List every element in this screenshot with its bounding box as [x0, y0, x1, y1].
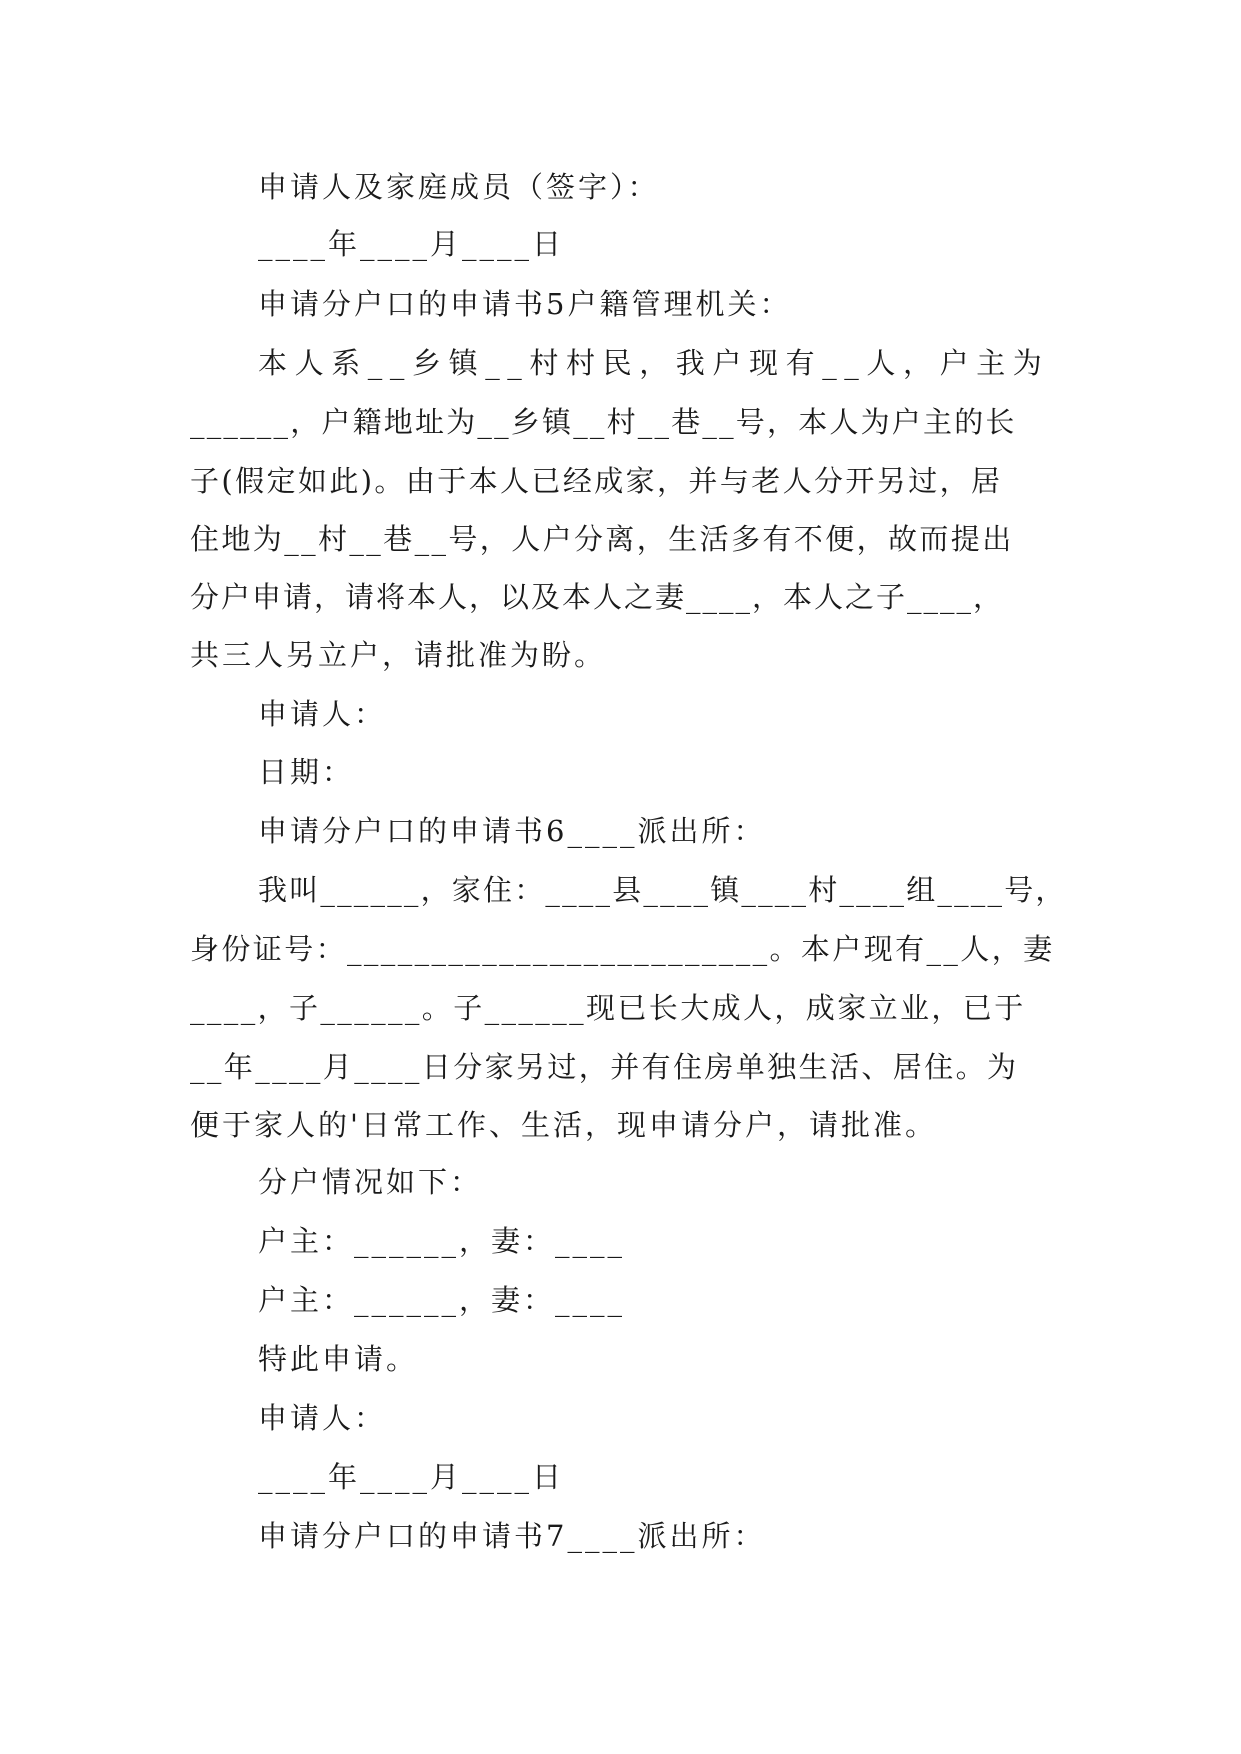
section-heading-5: 申请分户口的申请书5户籍管理机关： — [258, 287, 792, 321]
date-blank-1: ____年____月____日 — [258, 227, 565, 261]
paragraph-5-line-4: 住地为__村__巷__号，人户分离，生活多有不便，故而提出 — [190, 522, 1014, 556]
date-label: 日期： — [258, 755, 355, 789]
section-heading-6: 申请分户口的申请书6____派出所： — [258, 814, 766, 848]
section-heading-7: 申请分户口的申请书7____派出所： — [258, 1519, 766, 1553]
paragraph-6-line-1: 我叫______，家住：____县____镇____村____组____号， — [258, 873, 1067, 907]
household-split-heading: 分户情况如下： — [258, 1165, 483, 1199]
household-head-row-2: 户主：______，妻：____ — [258, 1283, 626, 1317]
paragraph-5-line-3: 子(假定如此)。由于本人已经成家，并与老人分开另过，居 — [190, 464, 1003, 498]
signature-label-family: 申请人及家庭成员（签字）： — [258, 170, 660, 204]
paragraph-6-line-4: __年____月____日分家另过，并有住房单独生活、居住。为 — [190, 1050, 1019, 1084]
paragraph-5-line-2: ______，户籍地址为__乡镇__村__巷__号，本人为户主的长 — [190, 405, 1017, 439]
closing-statement: 特此申请。 — [258, 1342, 419, 1376]
paragraph-5-line-5: 分户申请，请将本人，以及本人之妻____，本人之子____， — [190, 580, 1005, 614]
paragraph-5-line-6: 共三人另立户，请批准为盼。 — [190, 638, 607, 672]
applicant-label-1: 申请人： — [258, 697, 387, 731]
date-blank-2: ____年____月____日 — [258, 1460, 565, 1494]
paragraph-6-line-2: 身份证号：_________________________。本户现有__人，妻 — [190, 932, 1055, 966]
household-head-row-1: 户主：______，妻：____ — [258, 1224, 626, 1258]
paragraph-5-line-1: 本人系__乡镇__村村民，我户现有__人，户主为 — [258, 346, 1050, 380]
applicant-label-2: 申请人： — [258, 1401, 387, 1435]
paragraph-6-line-3: ____，子______。子______现已长大成人，成家立业，已于 — [190, 991, 1026, 1025]
paragraph-6-line-5: 便于家人的'日常工作、生活，现申请分户，请批准。 — [190, 1108, 937, 1142]
